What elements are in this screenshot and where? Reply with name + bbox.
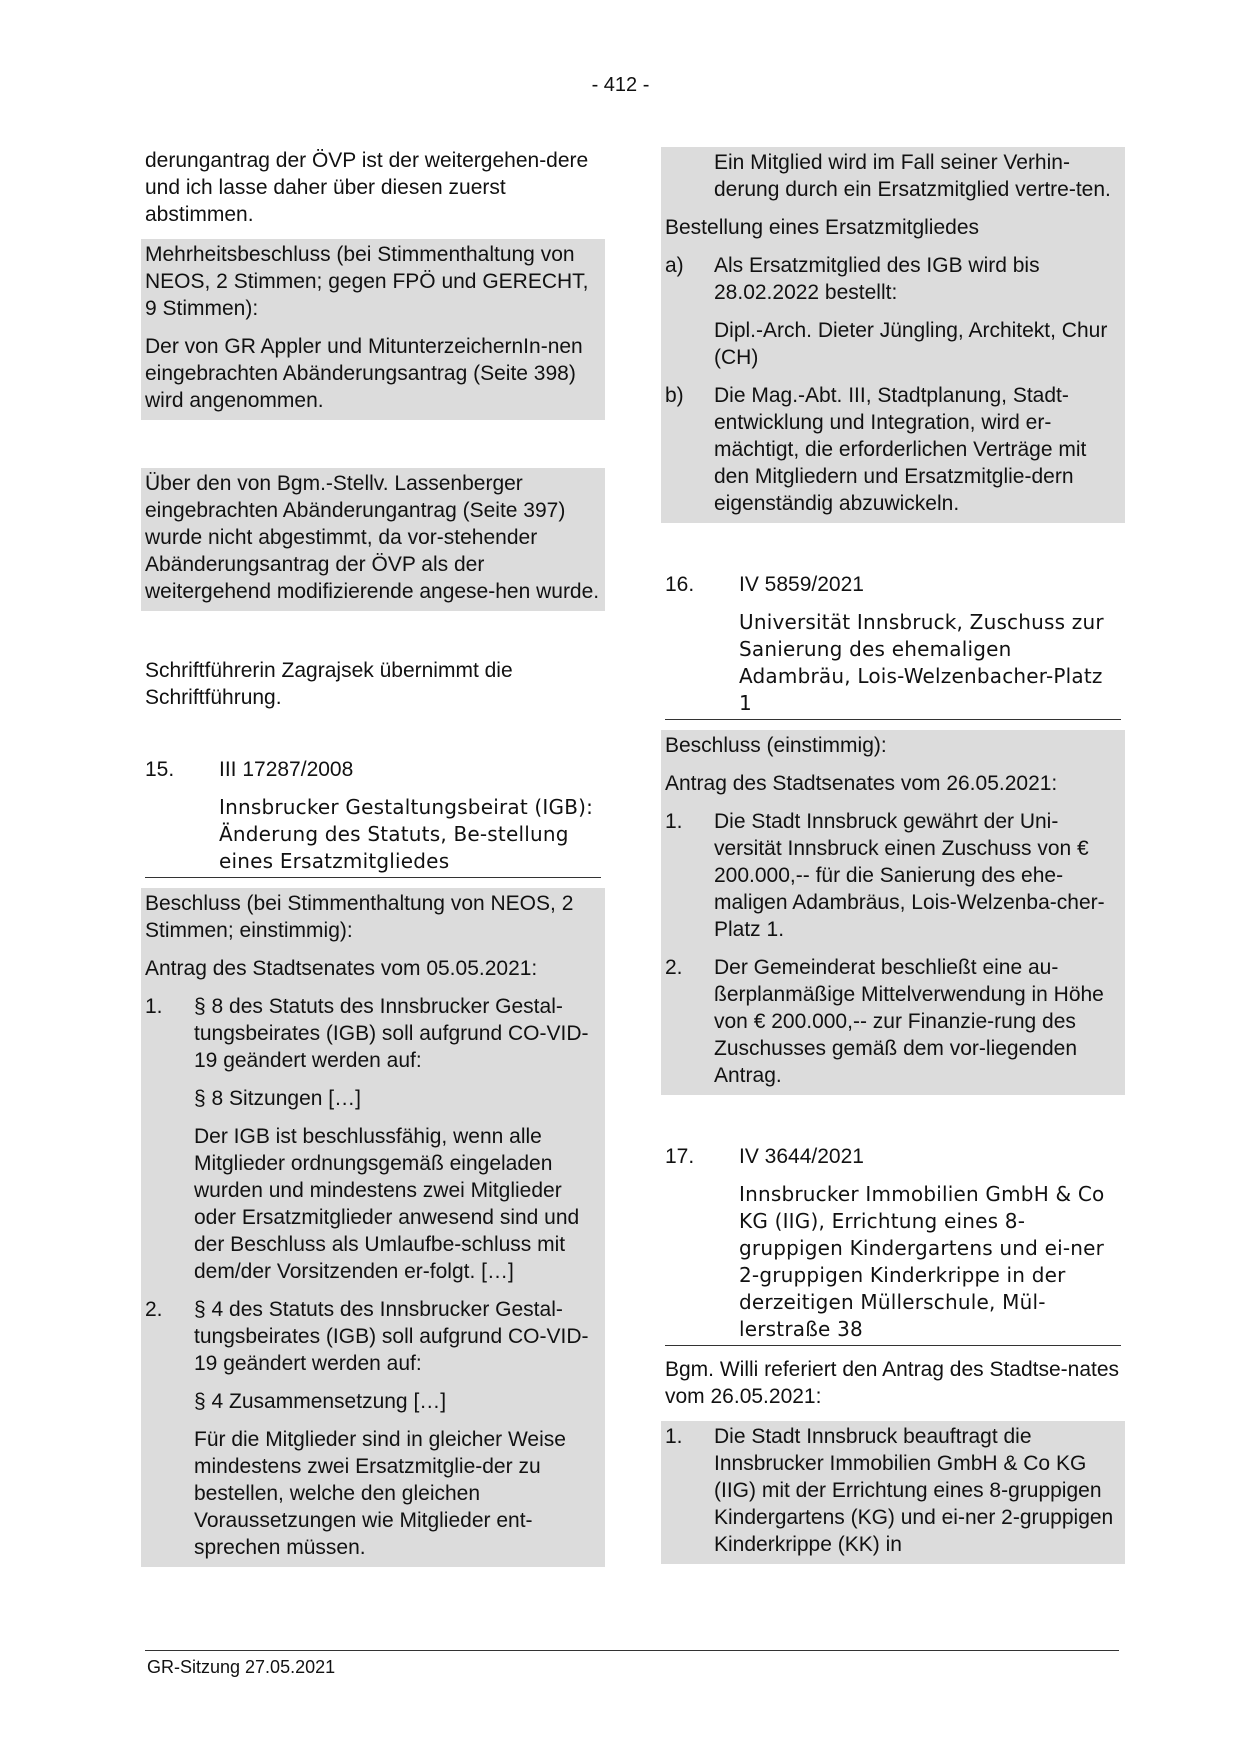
agenda-number: 17. bbox=[665, 1145, 695, 1168]
left-column bbox=[145, 147, 601, 1567]
list-number: 1. bbox=[665, 810, 683, 833]
agenda-item-17 bbox=[665, 1143, 1121, 1346]
resolution-majority: Mehrheitsbeschluss (bei Stimmenthaltung von NEOS, 2 Stimmen; gegen FPÖ und GERECHT, 9 Stimmen): bbox=[145, 243, 589, 320]
sub-paragraph: Dipl.-Arch. Dieter Jüngling, Architekt, Chur (CH) bbox=[714, 319, 1108, 369]
list-number: 2. bbox=[665, 956, 683, 979]
resolution-box-1 bbox=[141, 239, 605, 420]
list-item bbox=[665, 808, 1121, 943]
list-item bbox=[665, 1423, 1121, 1558]
motion-date: Antrag des Stadtsenates vom 26.05.2021: bbox=[665, 772, 1058, 795]
agenda-reference: IV 5859/2021 bbox=[739, 573, 864, 596]
list-number: 1. bbox=[145, 995, 163, 1018]
list-text: Die Stadt Innsbruck beauftragt die Innsbrucker Immobilien GmbH & Co KG (IIG) mit der Errichtung eines 8-gruppigen Kindergartens (KG) und ei-ner 2-gruppigen Kinderkrippe (KK) in bbox=[714, 1425, 1114, 1556]
agenda-title: Innsbrucker Gestaltungsbeirat (IGB): Änderung des Statuts, Be-stellung eines Ersatzmitgliedes bbox=[145, 794, 601, 878]
section-heading: Bestellung eines Ersatzmitgliedes bbox=[665, 216, 979, 239]
agenda-title: Universität Innsbruck, Zuschuss zur Sanierung des ehemaligen Adambräu, Lois-Welzenbacher-Platz 1 bbox=[665, 609, 1121, 720]
resolution-vote: Beschluss (einstimmig): bbox=[665, 734, 887, 757]
intro-text: derungantrag der ÖVP ist der weitergehen-dere und ich lasse daher über diesen zuerst abstimmen. bbox=[145, 149, 589, 226]
list-item bbox=[665, 382, 1121, 517]
note-box bbox=[141, 468, 605, 611]
list-item bbox=[665, 252, 1121, 306]
agenda-reference: IV 3644/2021 bbox=[739, 1145, 864, 1168]
right-column bbox=[665, 147, 1121, 1564]
resolution-box-16 bbox=[661, 730, 1125, 1095]
page-number: - 412 - bbox=[591, 74, 650, 96]
list-text: Die Mag.-Abt. III, Stadtplanung, Stadt-entwicklung und Integration, wird er-mächtigt, die erforderlichen Verträge mit den Mitgliedern und Ersatzmitglie-dern eigenständig abzuwickeln. bbox=[714, 384, 1087, 515]
agenda-number: 16. bbox=[665, 573, 695, 596]
sub-paragraph: § 4 Zusammensetzung […] bbox=[194, 1390, 447, 1413]
list-text: Die Stadt Innsbruck gewährt der Uni-versität Innsbruck einen Zuschuss von € 200.000,-- für die Sanierung des ehe-maligen Adambräus, Lois-Welzenba-cher-Platz 1. bbox=[714, 810, 1105, 941]
sub-paragraph: § 8 Sitzungen […] bbox=[194, 1087, 361, 1110]
list-text: § 4 des Statuts des Innsbrucker Gestal-tungsbeirates (IGB) soll aufgrund CO-VID-19 geändert werden auf: bbox=[194, 1298, 589, 1375]
list-item bbox=[145, 993, 601, 1074]
footer-divider bbox=[145, 1650, 1119, 1651]
agenda-number: 15. bbox=[145, 758, 175, 781]
agenda-reference: III 17287/2008 bbox=[219, 758, 354, 781]
motion-date: Antrag des Stadtsenates vom 05.05.2021: bbox=[145, 957, 538, 980]
agenda-item-15 bbox=[145, 756, 601, 878]
continuation-box bbox=[661, 147, 1125, 523]
list-item bbox=[145, 1296, 601, 1377]
sub-paragraph: Für die Mitglieder sind in gleicher Weise mindestens zwei Ersatzmitglie-der zu bestellen, welche den gleichen Voraussetzungen wie Mitglieder ent-sprechen müssen. bbox=[194, 1428, 566, 1559]
secretary-note: Schriftführerin Zagrajsek übernimmt die Schriftführung. bbox=[145, 659, 513, 709]
list-letter: b) bbox=[665, 384, 684, 407]
agenda-title: Innsbrucker Immobilien GmbH & Co KG (IIG), Errichtung eines 8-gruppigen Kindergartens und ei-ner 2-gruppigen Kinderkrippe in der derzeitigen Müllerschule, Mül-lerstraße 38 bbox=[665, 1181, 1121, 1346]
footer-session-date: GR-Sitzung 27.05.2021 bbox=[147, 1657, 336, 1677]
list-number: 1. bbox=[665, 1425, 683, 1448]
agenda-item-16 bbox=[665, 571, 1121, 720]
sub-paragraph: Der IGB ist beschlussfähig, wenn alle Mitglieder ordnungsgemäß eingeladen wurden und mindestens zwei Mitglieder oder Ersatzmitglieder anwesend sind und der Beschluss als Umlaufbe-schluss mit dem/der Vorsitzenden er-folgt. […] bbox=[194, 1125, 580, 1283]
list-text: Der Gemeinderat beschließt eine au-ßerplanmäßige Mittelverwendung in Höhe von € 200.000,-- zur Finanzie-rung des Zuschusses gemäß dem vor-liegenden Antrag. bbox=[714, 956, 1104, 1087]
sub-paragraph: Ein Mitglied wird im Fall seiner Verhin-derung durch ein Ersatzmitglied vertre-ten. bbox=[714, 151, 1111, 201]
list-text: § 8 des Statuts des Innsbrucker Gestal-tungsbeirates (IGB) soll aufgrund CO-VID-19 geändert werden auf: bbox=[194, 995, 589, 1072]
list-text: Als Ersatzmitglied des IGB wird bis 28.02.2022 bestellt: bbox=[714, 254, 1040, 304]
list-item bbox=[665, 954, 1121, 1089]
resolution-box-15 bbox=[141, 888, 605, 1567]
referral-text: Bgm. Willi referiert den Antrag des Stadtse-nates vom 26.05.2021: bbox=[665, 1358, 1120, 1408]
note-text: Über den von Bgm.-Stellv. Lassenberger eingebrachten Abänderungantrag (Seite 397) wurde nicht abgestimmt, da vor-stehender Abänderungsantrag der ÖVP als der weitergehend modifizierende angese-hen wurde. bbox=[145, 472, 600, 603]
motion-box-17 bbox=[661, 1421, 1125, 1564]
resolution-text: Der von GR Appler und MitunterzeichernIn-nen eingebrachten Abänderungsantrag (Seite 398) wird angenommen. bbox=[145, 335, 583, 412]
list-letter: a) bbox=[665, 254, 684, 277]
resolution-vote: Beschluss (bei Stimmenthaltung von NEOS, 2 Stimmen; einstimmig): bbox=[145, 892, 574, 942]
list-number: 2. bbox=[145, 1298, 163, 1321]
